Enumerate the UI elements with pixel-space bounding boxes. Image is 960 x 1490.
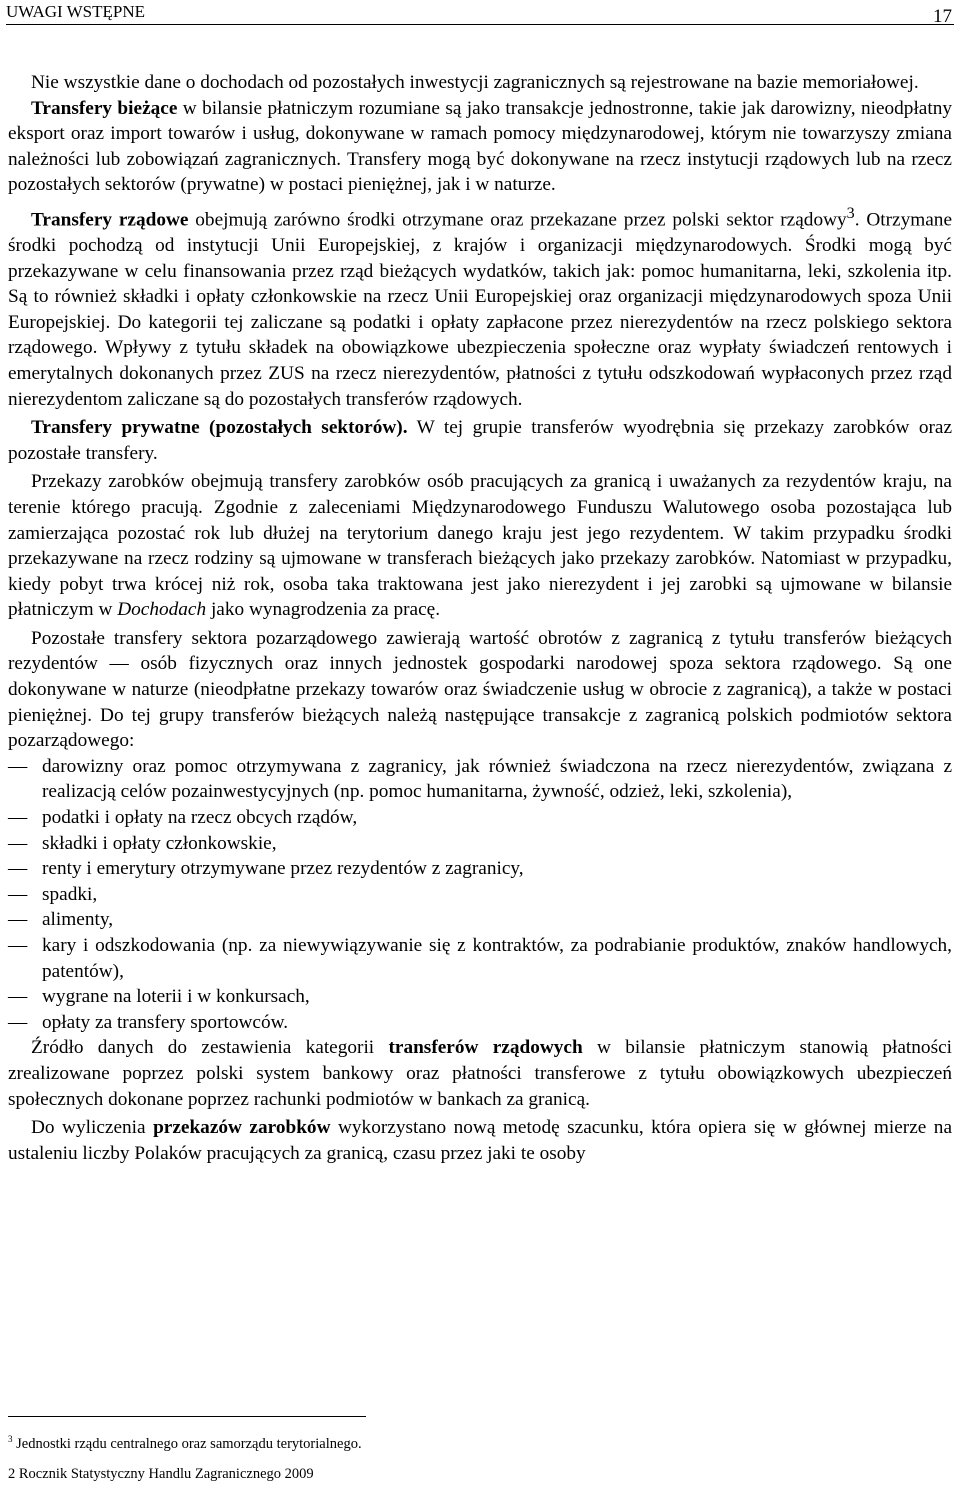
footnote-ref: 3	[846, 204, 855, 222]
footnote	[8, 1434, 362, 1453]
term-remittances: przekazów zarobków	[153, 1117, 331, 1139]
paragraph-government-transfers: Transfery rządowe obejmują zarówno środki otrzymane oraz przekazane przez polski sektor rządowy$^3$. Otrzymane środki pochodzą od instytucji Unii Europejskiej, z krajów i organizacji międzynarodowych. Środki mogą być przekazywane w celu finansowania przez rząd bieżących wydatków, takich jak: pomoc humanitarna, leki, szkolenia itp. Są to również składki i opłaty członkowskie na rzecz Unii Europejskiej oraz organizacji międzynarodowych spoza Unii Europejskiej. Do kategorii tej zaliczane są podatki i opłaty zapłacone przez nierezydentów na rzecz polskiego sektora rządowego. Wpływy z tytułu składek na obowiązkowe ubezpieczenia społeczne oraz wypłaty świadczeń rentowych i emerytalnych dokonanych przez ZUS na rzecz nierezydentów, płatności z tytułu odszkodowań wypłaconych przez rząd nierezydentom zaliczane są do pozostałych transferów rządowych.	[8, 204, 953, 410]
term-government-transfers: Transfery rządowe	[31, 209, 189, 231]
term-income: Dochodach	[117, 599, 207, 621]
list-item: — renty i emerytury otrzymywane przez rezydentów z zagranicy,	[8, 858, 524, 880]
list-item: — spadki,	[8, 883, 98, 905]
section-title: UWAGI WSTĘPNE	[6, 2, 145, 21]
footnote-text: Jednostki rządu centralnego oraz samorządu terytorialnego.	[12, 1435, 362, 1452]
paragraph-current-transfers: Transfery bieżące w bilansie płatniczym rozumiane są jako transakcje jednostronne, takie jak darowizny, nieodpłatny eksport oraz import towarów i usług, dokonywane w ramach pomocy międzynarodowej, którym nie towarzyszy zmiana należności lub zobowiązań zagranicznych. Transfery mogą być dokonywane na rzecz instytucji rządowych lub na rzecz pozostałych sektorów (prywatne) w postaci pieniężnej, jak i w naturze.	[8, 97, 952, 196]
footnote-divider	[8, 1416, 366, 1417]
list-item: — składki i opłaty członkowskie,	[8, 832, 277, 854]
page-number: 17	[933, 6, 952, 27]
list-item: — wygrane na loterii i w konkursach,	[8, 986, 310, 1008]
paragraph-private-transfers: Transfery prywatne (pozostałych sektorów). W tej grupie transferów wyodrębnia się przekazy zarobków oraz pozostałe transfery.	[8, 417, 953, 464]
list-item: — darowizny oraz pomoc otrzymywana z zagranicy, jak również świadczona na rzecz nierezydentów, związana z realizacją celów pozainwestycyjnych (np. pomoc humanitarna, żywność, odzież, leki, szkolenia),	[8, 755, 952, 803]
list-item: — alimenty,	[8, 909, 114, 931]
term-private-transfers: Transfery prywatne (pozostałych sektorów).	[31, 417, 408, 439]
paragraph-other-transfers: Pozostałe transfery sektora pozarządowego zawierają wartość obrotów z zagranicą z tytułu transferów bieżących rezydentów — osób fizycznych oraz innych jednostek gospodarki narodowej spoza sektora rządowego. Są one dokonywane w naturze (nieodpłatne przekazy towarów oraz świadczenie usług w obrocie z zagranicą), a także w postaci pieniężnej. Do tej grupy transferów bieżących należą następujące transakcje z zagranicą polskich podmiotów sektora pozarządowego:	[8, 627, 952, 752]
body-text	[8, 70, 952, 1166]
paragraph-data-source: Źródło danych do zestawienia kategorii transferów rządowych w bilansie płatniczym stanowią płatności zrealizowane poprzez polski system bankowy oraz płatności transferowe z tytułu obowiązkowych ubezpieczeń społecznych dokonane poprzez rachunki podmiotów w bankach za granicą.	[8, 1037, 952, 1110]
list-item: — podatki i opłaty na rzecz obcych rządów,	[8, 807, 358, 829]
page-footer: 2 Rocznik Statystyczny Handlu Zagranicznego 2009	[8, 1466, 314, 1482]
list-item: — kary i odszkodowania (np. za niewywiązywanie się z kontraktów, za podrabianie produktów, znaków handlowych, patentów),	[8, 935, 952, 982]
term-government-transfers-genitive: transferów rządowych	[388, 1037, 583, 1059]
footnote-mark: 3	[8, 1434, 13, 1444]
term-current-transfers: Transfery bieżące	[31, 97, 178, 119]
list-item: — opłaty za transfery sportowców.	[8, 1011, 289, 1033]
paragraph-remittance-method: Do wyliczenia przekazów zarobków wykorzystano nową metodę szacunku, która opiera się w głównej mierze na ustaleniu liczby Polaków pracujących za granicą, czasu przez jaki te osoby	[8, 1117, 953, 1164]
page-header	[6, 2, 954, 25]
paragraph-1: Nie wszystkie dane o dochodach od pozostałych inwestycji zagranicznych są rejestrowane na bazie memoriałowej.	[31, 72, 919, 93]
paragraph-remittances: Przekazy zarobków obejmują transfery zarobków osób pracujących za granicą i uważanych za rezydentów kraju, na terenie którego pracują. Zgodnie z zaleceniami Międzynarodowego Funduszu Walutowego osoba pozostająca lub zamierzająca pozostać rok lub dłużej na terytorium danego kraju jest jego rezydentem. W takim przypadku środki przekazywane na rzecz rodziny są ujmowane w transferach bieżących jako przekazy zarobków. Natomiast w przypadku, kiedy pobyt trwa krócej niż rok, osoba taka traktowana jest jako nierezydent i jej zarobki są ujmowane w bilansie płatniczym w Dochodach jako wynagrodzenia za pracę.	[8, 471, 952, 621]
transfer-list	[8, 754, 952, 1036]
